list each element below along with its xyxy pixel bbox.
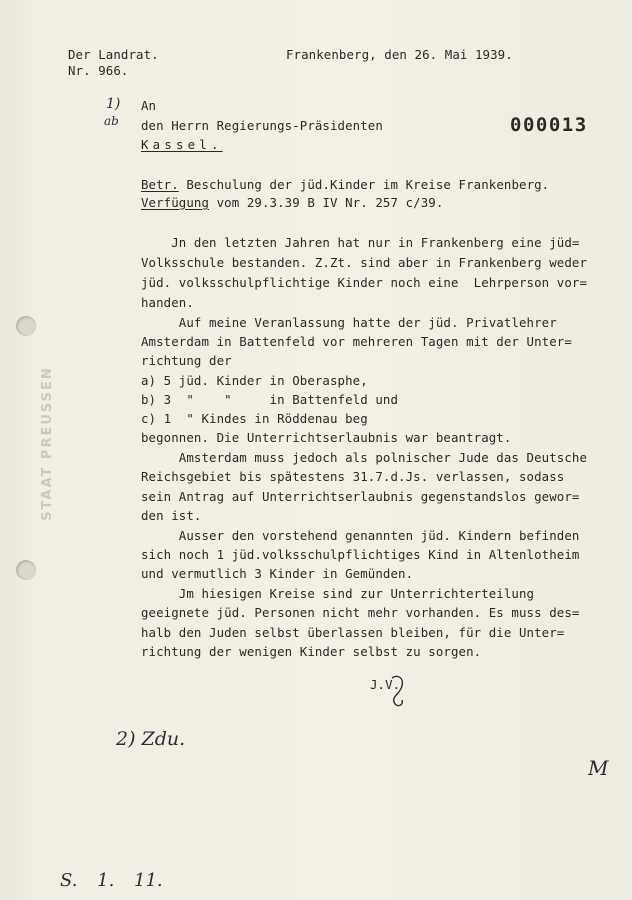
body-line: Amsterdam muss jedoch als polnischer Jude das Deutsche bbox=[141, 450, 588, 465]
body-line: begonnen. Die Unterrichtserlaubnis war beantragt. bbox=[141, 430, 512, 445]
body-line: geeignete jüd. Personen nicht mehr vorhanden. Es muss des= bbox=[141, 605, 580, 620]
body-line: Ausser den vorstehend genannten jüd. Kindern befinden bbox=[141, 528, 580, 543]
body-line: sein Antrag auf Unterrichtserlaubnis gegenstandslos gewor= bbox=[141, 489, 580, 504]
sender: Der Landrat. bbox=[68, 47, 159, 62]
body-line: Reichsgebiet bis spätestens 31.7.d.Js. verlassen, sodass bbox=[141, 469, 565, 484]
body-line: handen. bbox=[141, 295, 194, 310]
handwritten-mark-1: 1) bbox=[106, 96, 121, 112]
body-line: Volksschule bestanden. Z.Zt. sind aber in Frankenberg weder bbox=[141, 255, 588, 270]
body-line: und vermutlich 3 Kinder in Gemünden. bbox=[141, 566, 414, 581]
body-line: Jn den letzten Jahren hat nur in Frankenberg eine jüd= bbox=[141, 235, 580, 250]
handwritten-bottom-note: S. 1. 11. bbox=[60, 870, 163, 891]
body-line: jüd. volksschulpflichtige Kinder noch eine Lehrperson vor= bbox=[141, 275, 588, 290]
body-line: Jm hiesigen Kreise sind zur Unterrichterteilung bbox=[141, 586, 535, 601]
recipient-title: den Herrn Regierungs-Präsidenten bbox=[141, 118, 383, 133]
recipient-line-an: An bbox=[141, 98, 157, 113]
handwritten-note-2: 2) Zdu. bbox=[116, 728, 186, 750]
body-line: den ist. bbox=[141, 508, 202, 523]
place-date: Frankenberg, den 26. Mai 1939. bbox=[286, 47, 513, 62]
punch-hole-bottom bbox=[16, 560, 36, 580]
betr-label: Betr. bbox=[141, 177, 179, 192]
verf-text: vom 29.3.39 B IV Nr. 257 c/39. bbox=[216, 195, 444, 210]
subject-line bbox=[141, 178, 549, 192]
punch-hole-top bbox=[16, 316, 36, 336]
handwritten-initial-right: M bbox=[588, 756, 609, 780]
verf-label: Verfügung bbox=[141, 195, 210, 210]
body-line: halb den Juden selbst überlassen bleiben, für die Unter= bbox=[141, 625, 565, 640]
list-item-a: a) 5 jüd. Kinder in Oberasphe, bbox=[141, 373, 368, 388]
reference-number: Nr. 966. bbox=[68, 63, 129, 78]
body-line: richtung der wenigen Kinder selbst zu sorgen. bbox=[141, 644, 482, 659]
handwritten-mark-ab: ab bbox=[104, 114, 119, 128]
recipient-city: Kassel. bbox=[141, 137, 223, 152]
body-line: richtung der bbox=[141, 353, 232, 368]
list-item-c: c) 1 " Kindes in Röddenau beg bbox=[141, 411, 368, 426]
betr-text: Beschulung der jüd.Kinder im Kreise Frankenberg. bbox=[186, 177, 550, 192]
handwritten-signature-mark bbox=[384, 672, 412, 712]
verfuegung-line bbox=[141, 196, 443, 210]
body-line: Amsterdam in Battenfeld vor mehreren Tagen mit der Unter= bbox=[141, 334, 572, 349]
signature-jv: J.V. bbox=[370, 677, 401, 692]
list-item-b: b) 3 " " in Battenfeld und bbox=[141, 392, 399, 407]
body-line: sich noch 1 jüd.volksschulpflichtiges Kind in Altenlotheim bbox=[141, 547, 580, 562]
archive-page-number: 000013 bbox=[510, 114, 588, 136]
archive-stamp: STAAT PREUSSEN bbox=[39, 366, 55, 521]
body-line: Auf meine Veranlassung hatte der jüd. Privatlehrer bbox=[141, 315, 557, 330]
